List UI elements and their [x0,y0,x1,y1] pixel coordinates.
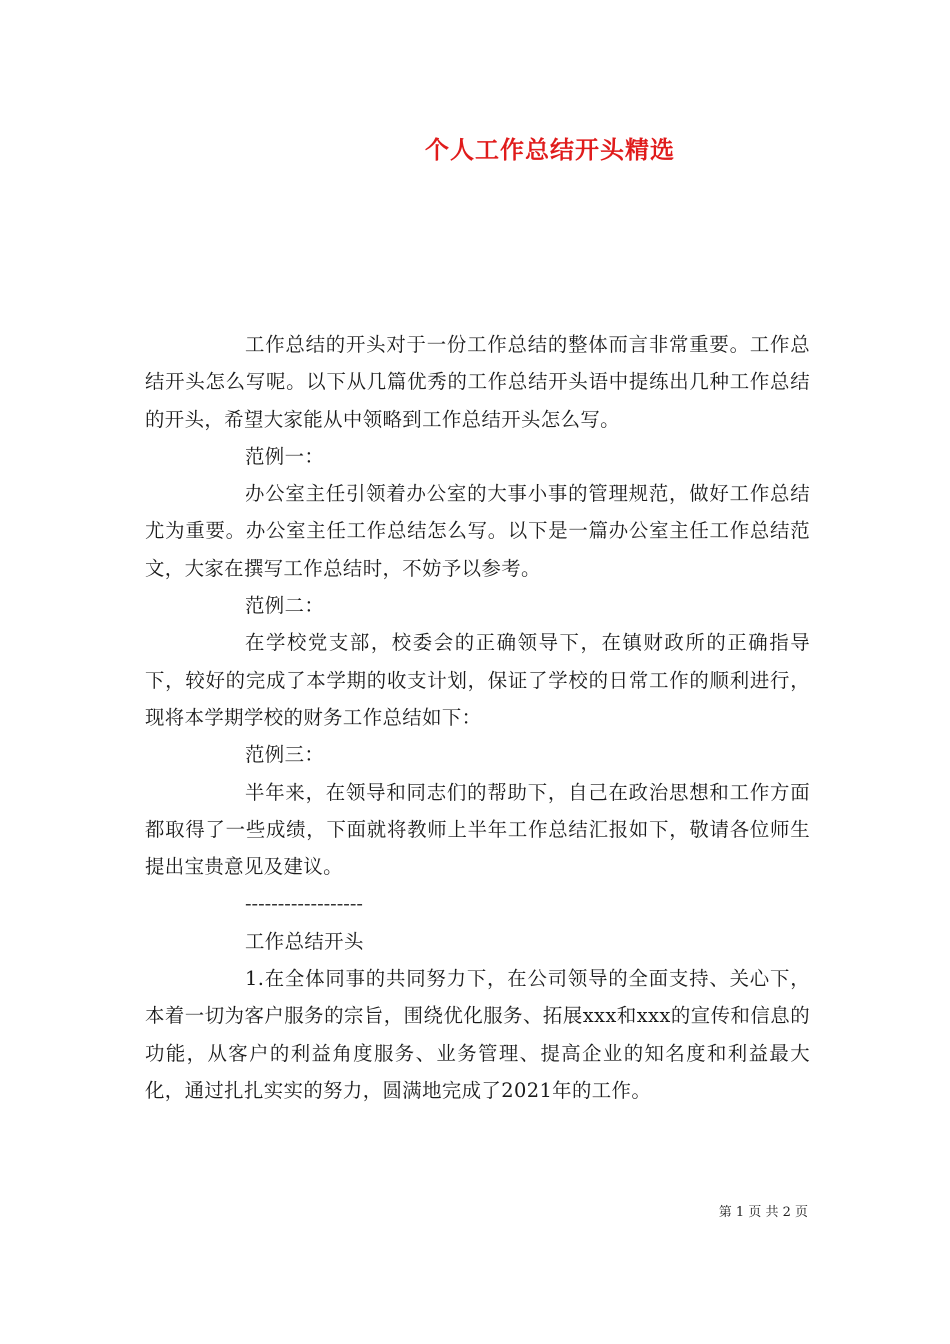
example-3-heading: 范例三： [245,743,325,767]
page-footer: 第 1 页 共 2 页 [718,1205,808,1220]
example-2-heading: 范例二： [245,594,325,618]
example-1-heading: 范例一： [245,444,325,468]
document-body [145,326,810,1109]
document-title [0,130,950,170]
example-2-paragraph: 在学校党支部，校委会的正确领导下，在镇财政所的正确指导下，较好的完成了本学期的收支计划，保证了学校的日常工作的顺利进行，现将本学期学校的财务工作总结如下： [145,631,810,729]
example-1-paragraph: 办公室主任引领着办公室的大事小事的管理规范，做好工作总结尤为重要。办公室主任工作总结怎么写。以下是一篇办公室主任工作总结范文，大家在撰写工作总结时，不妨予以参考。 [145,482,810,580]
example-3-paragraph: 半年来，在领导和同志们的帮助下，自己在政治思想和工作方面都取得了一些成绩，下面就将教师上半年工作总结汇报如下，敬请各位师生提出宝贵意见及建议。 [145,780,810,879]
section-heading: 工作总结开头 [245,929,364,953]
section-divider: ------------------ [245,892,363,916]
section-paragraph-1: 1.在全体同事的共同努力下，在公司领导的全面支持、关心下，本着一切为客户服务的宗旨，围绕优化服务、拓展xxx和xxx的宣传和信息的功能，从客户的利益角度服务、业务管理、提高企业的知名度和利益最大化，通过扎扎实实的努力，圆满地完成了2021年的工作。 [145,967,810,1102]
document-title-text: 个人工作总结开头精选 [425,136,675,164]
intro-paragraph: 工作总结的开头对于一份工作总结的整体而言非常重要。工作总结开头怎么写呢。以下从几篇优秀的工作总结开头语中提练出几种工作总结的开头，希望大家能从中领略到工作总结开头怎么写。 [145,333,810,431]
